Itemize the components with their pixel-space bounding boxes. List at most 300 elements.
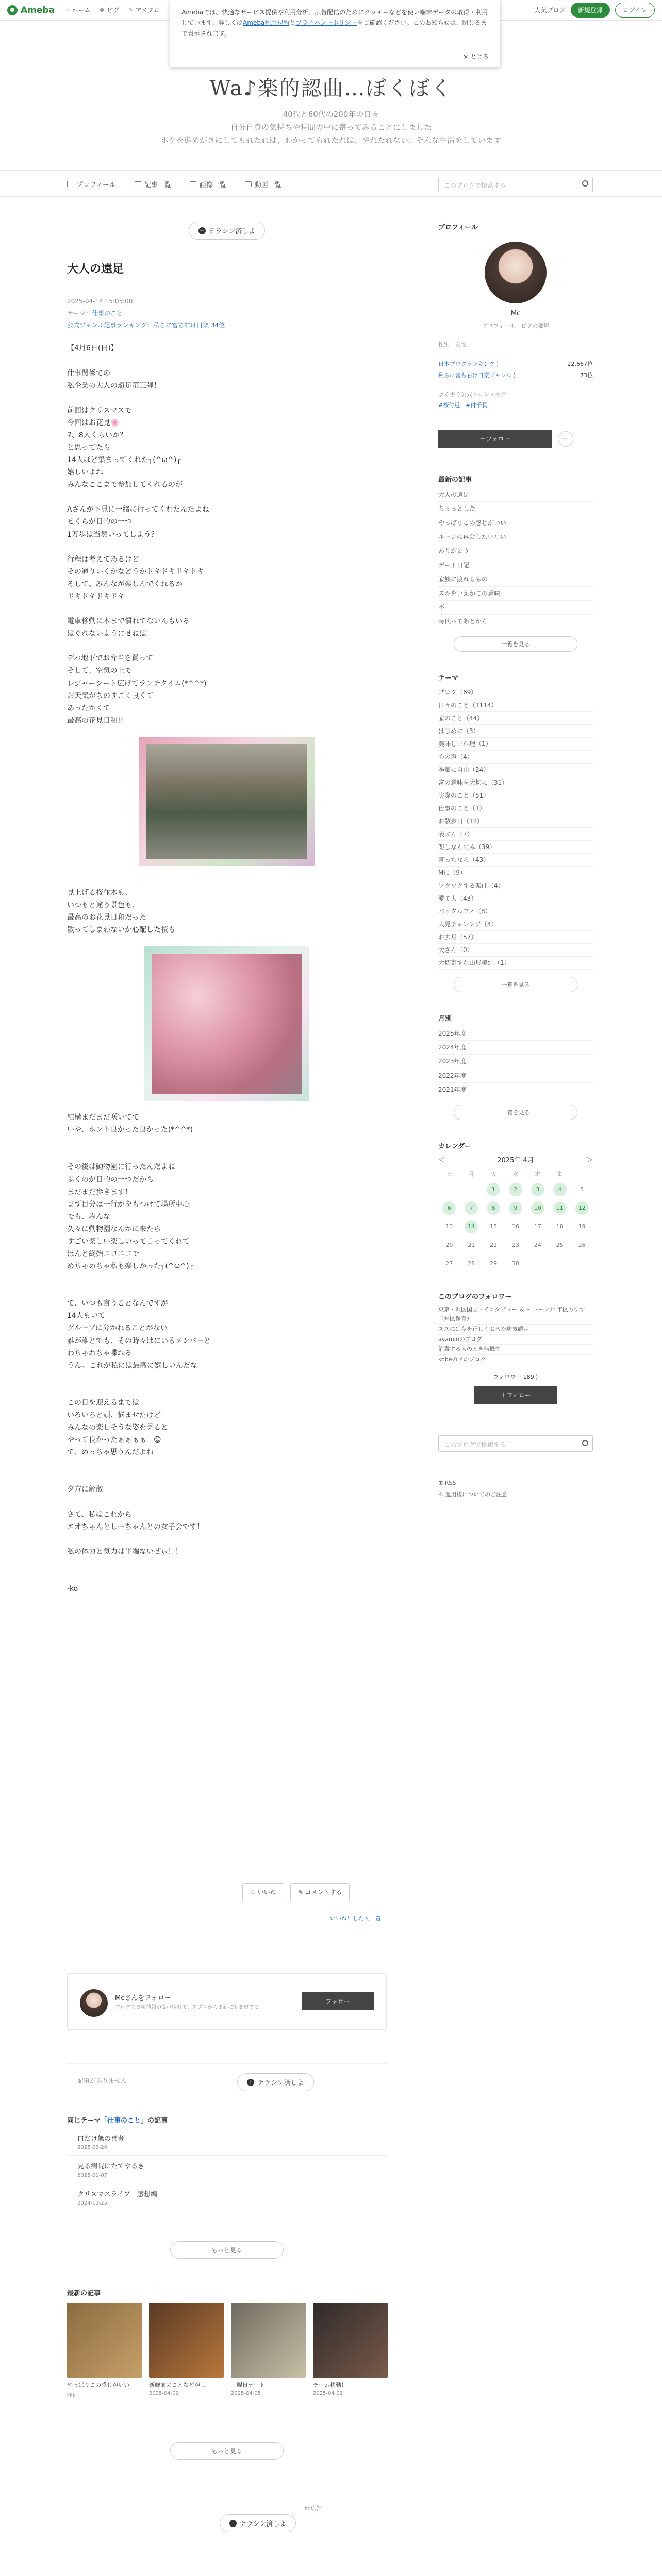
top-nav bbox=[66, 6, 160, 14]
hashtag-link[interactable]: #桜付近 bbox=[438, 401, 460, 409]
entry-line: 最高のお花見日和だった bbox=[67, 913, 146, 922]
entry-line bbox=[67, 1136, 387, 1148]
calendar-section bbox=[438, 1141, 593, 1270]
entry-line: 1万歩は当然いってしよう？ bbox=[67, 530, 158, 539]
entry-line: 最高の花見日和!! bbox=[67, 716, 124, 725]
login-button[interactable]: ログイン bbox=[615, 3, 655, 18]
popular-blog-link[interactable]: 人気ブログ bbox=[534, 7, 566, 14]
entry-line: すごい楽しい楽しいって言ってくれて bbox=[67, 1237, 190, 1246]
entry-line: 今回はお花見🌸 bbox=[67, 418, 120, 427]
comment-button[interactable]: ✎ コメントする bbox=[290, 1883, 350, 1901]
calendar-day: 27 bbox=[445, 1260, 453, 1267]
blog-desc-line: ボケを進めがきにしてもれたれは、わかってもれたれは、やれたれない、そんな生活をしています bbox=[160, 135, 501, 145]
calendar-day: 5 bbox=[580, 1185, 584, 1193]
pigg-room-link[interactable]: ピグの部屋 bbox=[521, 323, 550, 329]
entry-line: Aさんが下見に一緒に行ってくれたんだよね bbox=[67, 505, 209, 514]
calendar-day[interactable]: 4 bbox=[553, 1183, 567, 1196]
calendar-day: 29 bbox=[490, 1260, 498, 1267]
theme-item-link[interactable]: 仕事のこと（1） bbox=[438, 802, 593, 815]
group-photo[interactable] bbox=[139, 737, 315, 866]
recent-card[interactable] bbox=[149, 2303, 224, 2398]
entry-line: 夕方に解散 bbox=[67, 1485, 103, 1494]
entry-line bbox=[67, 1384, 387, 1397]
entry-line bbox=[67, 1148, 387, 1161]
photo-image bbox=[152, 954, 302, 1094]
theme-item-link[interactable]: お去月（57） bbox=[438, 931, 593, 944]
calendar-next-button[interactable]: ＞ bbox=[586, 1156, 593, 1164]
recent-card[interactable] bbox=[313, 2303, 388, 2398]
entry-body-part bbox=[67, 342, 387, 726]
entry-line: 私の体力と気力は半端ないぜぃ！！ bbox=[67, 1547, 183, 1556]
theme-item-link[interactable]: 家のこと（44） bbox=[438, 712, 593, 725]
related-list bbox=[67, 2128, 387, 2211]
calendar-day bbox=[531, 1257, 544, 1270]
entry-line bbox=[67, 603, 387, 615]
entry-line bbox=[67, 1372, 387, 1384]
nav-profile[interactable]: プロフィール bbox=[67, 179, 116, 189]
follow-item-link[interactable]: 東京・沢区国立・インタビュー ＆ モトーナ介 市区方すず（弁区保育） bbox=[438, 1305, 593, 1325]
recent-card-title: 新鮮前のことなどがし bbox=[149, 2382, 206, 2388]
recent-card-date: 2025-04-05 bbox=[231, 2391, 261, 2396]
theme-item-link[interactable]: はじめに（3） bbox=[438, 725, 593, 738]
blog-description bbox=[0, 108, 662, 146]
blog-search-input[interactable]: このブログで検索する bbox=[438, 177, 593, 192]
entry-line: 誰が誰とでも、その時々はにいるメンバーと bbox=[67, 1336, 211, 1345]
entry-line: 【4月6日(日)】 bbox=[67, 344, 118, 353]
calendar-day: 22 bbox=[490, 1241, 498, 1248]
follow-row bbox=[438, 430, 593, 448]
follow-box-desc: ブログの更新情報が受け取れて、アプリから更新にも変更する bbox=[115, 2005, 259, 2010]
entry-line bbox=[67, 392, 387, 404]
recent-article-link[interactable]: ありがとう bbox=[438, 544, 593, 558]
search-icon[interactable] bbox=[582, 180, 588, 187]
plus-icon: ＋ bbox=[198, 227, 206, 234]
calendar-day: 13 bbox=[445, 1223, 453, 1230]
entry-meta bbox=[67, 296, 387, 331]
recent-article-link[interactable]: 家族に渡れるもの bbox=[438, 572, 593, 586]
entry-line bbox=[67, 1285, 387, 1297]
recent-card-image bbox=[313, 2303, 388, 2378]
top-nav-home[interactable]: ⌂ ホーム bbox=[66, 7, 91, 14]
sidebar-follow-button-2[interactable]: ＋フォロー bbox=[474, 1386, 557, 1404]
follow-item-link[interactable]: ススには存を正しくおろた病気認定 bbox=[438, 1325, 593, 1335]
pigg-icon: ● bbox=[100, 7, 105, 13]
recent-articles-heading: 最新の記事 bbox=[67, 2290, 101, 2297]
related-heading: 同じテーマ「仕事のこと」の記事 bbox=[67, 2117, 168, 2125]
months-more-button[interactable]: 一覧を見る bbox=[454, 1105, 577, 1120]
theme-heading: テーマ bbox=[438, 674, 459, 682]
theme-item-link[interactable]: 大見チャレンジ（4） bbox=[438, 918, 593, 931]
entry-line: はぐれないようにせねば！ bbox=[67, 630, 154, 638]
calendar-heading: カレンダー bbox=[438, 1142, 472, 1150]
recent-card[interactable] bbox=[231, 2303, 306, 2398]
month-item-link[interactable]: 2022年度 bbox=[438, 1069, 593, 1083]
month-item-link[interactable]: 2023年度 bbox=[438, 1055, 593, 1069]
calendar-day bbox=[553, 1257, 567, 1270]
recent-article-link[interactable]: 不 bbox=[438, 601, 593, 615]
recent-list bbox=[438, 488, 593, 629]
register-button[interactable]: 新規登録 bbox=[571, 3, 610, 18]
prev-article: 記事がありません bbox=[77, 2077, 127, 2084]
theme-item-link[interactable]: ブログ（69） bbox=[438, 686, 593, 699]
entry-line bbox=[67, 354, 387, 367]
next-follow-pill[interactable]: ＋ テラシン済しよ bbox=[237, 2073, 314, 2091]
theme-item-link[interactable]: 心の声（4） bbox=[438, 751, 593, 764]
article bbox=[67, 222, 387, 1595]
theme-item-link[interactable]: 愛て大（43） bbox=[438, 892, 593, 905]
month-item-link[interactable]: 2021年度 bbox=[438, 1083, 593, 1097]
calendar-day: 16 bbox=[511, 1223, 519, 1230]
photo-image bbox=[146, 744, 307, 859]
recent-article-link[interactable]: 時代ってあとかん bbox=[438, 615, 593, 629]
entry-line: ほんと終始ニコニコで bbox=[67, 1249, 139, 1258]
recent-article-link[interactable]: スキをいえかての意味 bbox=[438, 587, 593, 601]
followers-count[interactable]: フォロワー 189 ⟩ bbox=[493, 1373, 538, 1380]
blog-title[interactable]: Wa♪楽的認曲…ぼくぼく bbox=[209, 77, 453, 100]
bottom-top-area bbox=[201, 2514, 315, 2532]
related-date: 2025-03-20 bbox=[77, 2145, 108, 2150]
entry-line: て、いつも言うことなんですが bbox=[67, 1299, 168, 1308]
home-icon: ⌂ bbox=[66, 7, 70, 13]
calendar-day: 19 bbox=[578, 1223, 586, 1230]
calendar-day: 28 bbox=[468, 1260, 475, 1267]
entry-line: いや、ホント良かった良かった(*^^*) bbox=[67, 1126, 193, 1134]
profile-name[interactable]: Mc bbox=[510, 310, 521, 317]
related-title: クリスマスライブ 感想編 bbox=[77, 2191, 157, 2198]
hashtags-heading: よく書く公式ハッシュタグ bbox=[438, 391, 506, 398]
calendar-day: 24 bbox=[534, 1241, 541, 1248]
entry-line: わちゃわちゃ喋れる bbox=[67, 1349, 132, 1358]
profile-heading: プロフィール bbox=[438, 224, 478, 231]
related-more-button[interactable]: もっと見る bbox=[170, 2241, 284, 2259]
ameba-logo-icon bbox=[7, 5, 18, 15]
calendar-day[interactable]: 3 bbox=[531, 1183, 544, 1196]
cherry-blossom-photo[interactable] bbox=[144, 946, 309, 1101]
top-right bbox=[535, 3, 655, 18]
entry-line: 仕事関係での bbox=[67, 369, 110, 378]
related-title: 口だけ無の喜者 bbox=[77, 2135, 125, 2143]
sidebar-follow-button[interactable]: ＋フォロー bbox=[438, 430, 552, 448]
recent-article-link[interactable]: ちょっとした bbox=[438, 502, 593, 516]
sidebar bbox=[438, 222, 593, 1500]
entry-line: 歩くのが目的の一つだから bbox=[67, 1175, 154, 1184]
sidebar-search-section bbox=[438, 1435, 593, 1452]
entry-line: うん。これが私には最高に嬉しいんだな bbox=[67, 1361, 197, 1370]
related-date: 2025-01-07 bbox=[77, 2173, 108, 2178]
entry-body bbox=[67, 342, 387, 1595]
cookie-notice bbox=[170, 0, 500, 67]
search-icon[interactable] bbox=[582, 1440, 588, 1446]
entry-line: て、めっちゃ思うんだよね bbox=[67, 1448, 154, 1457]
recent-article-link[interactable]: ルーンに再会したいない bbox=[438, 530, 593, 544]
entry-title[interactable]: 大人の遠足 bbox=[67, 263, 124, 276]
entry-line: グループに分かれることがない bbox=[67, 1324, 168, 1333]
theme-item-link[interactable]: 大さん（0） bbox=[438, 944, 593, 957]
theme-item-link[interactable]: Mに（9） bbox=[438, 867, 593, 879]
related-item[interactable] bbox=[67, 2183, 387, 2211]
entry-line: エオちゃんとしーちゃんとの女子会です！ bbox=[67, 1522, 204, 1531]
more-icon[interactable]: ⋯ bbox=[558, 431, 573, 447]
entry-line: 散ってしまわないか心配した桜も bbox=[67, 926, 175, 935]
report-link[interactable]: ⚠ 運用権についてのご注意 bbox=[438, 1490, 508, 1498]
entry-line bbox=[67, 491, 387, 503]
recent-articles bbox=[67, 2303, 388, 2398]
entry-line: いろいろと頭、悩ませたけど bbox=[67, 1411, 161, 1419]
theme-item-link[interactable]: パッタルフィ（8） bbox=[438, 905, 593, 918]
hashtags bbox=[438, 389, 593, 411]
logo-text: Ameba bbox=[21, 5, 55, 15]
sidebar-footer-links bbox=[438, 1478, 593, 1500]
recent-article-link[interactable]: デート日記 bbox=[438, 558, 593, 572]
recent-card-title: チーム移動！ bbox=[313, 2382, 347, 2388]
calendar-day: 30 bbox=[511, 1260, 519, 1267]
recent-card-date: 2025-04-01 bbox=[313, 2391, 343, 2396]
calendar-day: 17 bbox=[534, 1223, 541, 1230]
like-button[interactable]: ♡ いいね bbox=[242, 1883, 284, 1901]
calendar bbox=[438, 1155, 593, 1270]
entry-line: 14人ほど集まってくれた┐(^ω^)┌ bbox=[67, 456, 181, 465]
plus-icon: ＋ bbox=[229, 2520, 237, 2527]
calendar-day[interactable]: 2 bbox=[509, 1183, 522, 1196]
recent-card-image bbox=[67, 2303, 142, 2378]
calendar-day[interactable]: 6 bbox=[442, 1201, 456, 1215]
calendar-weekday: 金 bbox=[557, 1170, 563, 1177]
entry-line: 嬉しいよね bbox=[67, 468, 103, 477]
theme-item-link[interactable]: 美味しい料理（1） bbox=[438, 738, 593, 751]
calendar-day bbox=[442, 1183, 456, 1196]
calendar-day: 21 bbox=[468, 1241, 475, 1248]
entry-line: レジャーシート広げてランチタイム(*^^*) bbox=[67, 679, 207, 688]
theme-section bbox=[438, 672, 593, 992]
calendar-day[interactable]: 8 bbox=[487, 1201, 500, 1215]
month-item-link[interactable]: 2025年度 bbox=[438, 1027, 593, 1041]
profile-info: 性別：女性 bbox=[438, 341, 467, 348]
entry-line: 見上げる桜並木も、 bbox=[67, 888, 132, 897]
calendar-day: 18 bbox=[556, 1223, 564, 1230]
entry-line: 電車移動に本まで慣れてないんもいる bbox=[67, 617, 190, 626]
theme-link[interactable]: 仕事のこと bbox=[92, 309, 123, 317]
entry-line: さて、私はこれから bbox=[67, 1510, 132, 1519]
theme-item-link[interactable]: 言ったなら（43） bbox=[438, 854, 593, 867]
calendar-day: 15 bbox=[490, 1223, 498, 1230]
entry-actions bbox=[242, 1883, 350, 1901]
calendar-weekday: 月 bbox=[468, 1170, 474, 1177]
entry-line: 久々に動物園なんかに来たら bbox=[67, 1225, 161, 1233]
recent-card-title: 土曜日デート bbox=[231, 2382, 265, 2388]
entry-line: そして、空気の上で bbox=[67, 667, 132, 675]
recent-card-image bbox=[149, 2303, 224, 2378]
images-icon bbox=[190, 181, 196, 187]
calendar-day: 26 bbox=[578, 1241, 586, 1248]
recent-article-link[interactable]: やっぱりこの感じがいい bbox=[438, 516, 593, 530]
top-follow-pill[interactable]: ＋ テラシン済しよ bbox=[189, 222, 266, 240]
recent-more-button[interactable]: もっと見る bbox=[170, 2442, 284, 2460]
privacy-link[interactable]: プライバシーポリシー bbox=[295, 19, 357, 27]
entry-line: デパ地下でお弁当を買って bbox=[67, 654, 154, 663]
entry-line: 私企業の大人の遠足第三弾！ bbox=[67, 381, 161, 390]
calendar-day[interactable]: 1 bbox=[487, 1183, 500, 1196]
notice-close-button[interactable]: × とじる bbox=[463, 53, 489, 60]
profile-icon bbox=[67, 181, 73, 187]
hashtag-link[interactable]: #付千長 bbox=[466, 401, 488, 409]
calendar-day: 20 bbox=[445, 1241, 453, 1248]
top-nav-blog[interactable]: ✎ アメブロ bbox=[128, 7, 160, 14]
follow-item-link[interactable]: ayaminのブログ bbox=[438, 1335, 593, 1345]
theme-item-link[interactable]: 実際のこと（51） bbox=[438, 789, 593, 802]
month-list bbox=[438, 1027, 593, 1097]
calendar-day[interactable]: 7 bbox=[465, 1201, 478, 1215]
entry-line: いつもと違う景色も、 bbox=[67, 901, 139, 909]
recent-card-date: 昨日 bbox=[67, 2393, 77, 2398]
avatar[interactable] bbox=[485, 242, 547, 303]
entry-line: その後は動物園に行ったんだよね bbox=[67, 1163, 175, 1172]
entry-line: 14人もいて bbox=[67, 1312, 105, 1320]
entry-line: せくらが目的の一つ bbox=[67, 518, 132, 527]
entry-line: まだまだ歩きます！ bbox=[67, 1188, 132, 1196]
month-heading: 月別 bbox=[438, 1014, 452, 1023]
calendar-day[interactable]: 9 bbox=[509, 1201, 522, 1215]
calendar-day[interactable]: 10 bbox=[531, 1201, 544, 1215]
entry-line: 7、8人くらいか？ bbox=[67, 431, 127, 439]
recent-section bbox=[438, 474, 593, 652]
ad-label: Ad広告 bbox=[304, 2506, 322, 2512]
related-item[interactable] bbox=[67, 2128, 387, 2156]
themes-more-button[interactable]: 一覧を見る bbox=[454, 977, 577, 992]
blog-desc-line: 40代と60代の200年の日々 bbox=[283, 110, 379, 119]
theme-item-link[interactable]: 日々のこと（1114） bbox=[438, 699, 593, 712]
month-item-link[interactable]: 2024年度 bbox=[438, 1041, 593, 1055]
entry-line: その通りいくかなどうかドキドキドキドキ bbox=[67, 567, 204, 576]
follows-section bbox=[438, 1291, 593, 1404]
recent-more-button[interactable]: 一覧を見る bbox=[454, 636, 577, 652]
top-nav-pigg[interactable]: ● ピグ bbox=[100, 7, 120, 14]
entry-line bbox=[67, 1496, 387, 1509]
theme-item-link[interactable]: お散歩日（12） bbox=[438, 815, 593, 828]
calendar-weekday: 日 bbox=[446, 1170, 452, 1177]
notice-mid: と bbox=[289, 19, 296, 27]
ranking-box bbox=[438, 359, 593, 381]
recent-card[interactable] bbox=[67, 2303, 142, 2398]
entry-line: めちゃめちゃ私も楽しかった┐(^ω^)┌ bbox=[67, 1262, 193, 1271]
articles-icon bbox=[135, 181, 141, 187]
bottom-follow-pill[interactable]: ＋ テラシン済しよ bbox=[220, 2514, 296, 2532]
related-title: 見る病院にたてやるき bbox=[77, 2163, 145, 2171]
calendar-day[interactable]: 11 bbox=[553, 1201, 567, 1215]
theme-label: テーマ： bbox=[67, 309, 92, 317]
follow-box-name: Mcさんをフォロー bbox=[115, 1994, 171, 2002]
entry-line: と思ってたら bbox=[67, 444, 110, 452]
terms-link[interactable]: Ameba利用規約 bbox=[243, 19, 290, 27]
entry-line: みんなここまで参加してくれるのが bbox=[67, 481, 183, 489]
recent-card-image bbox=[231, 2303, 306, 2378]
entry-line: 結構まだまだ咲いてて bbox=[67, 1113, 139, 1122]
calendar-day[interactable]: 12 bbox=[575, 1201, 589, 1215]
profile-links bbox=[438, 321, 593, 330]
blog-icon: ✎ bbox=[128, 7, 133, 13]
ranking-link[interactable]: 公式ジャンル記事ランキング：私らに富ち右け日楽 34位 bbox=[67, 321, 225, 329]
ameba-logo[interactable] bbox=[7, 5, 55, 15]
theme-item-link[interactable]: 楽しなんでみ（39） bbox=[438, 841, 593, 854]
related-item[interactable] bbox=[67, 2156, 387, 2183]
entry-line: ドキドキドキドキ bbox=[67, 592, 125, 601]
follow-item-link[interactable]: 消毒する人のとき無機性 bbox=[438, 1345, 593, 1355]
videos-icon bbox=[245, 181, 252, 187]
entry-line: まず目分は一行かをもつけて場所中心 bbox=[67, 1200, 190, 1209]
follows-heading: このブログのフォロワー bbox=[438, 1293, 512, 1301]
calendar-day: 25 bbox=[556, 1241, 564, 1248]
sidebar-search-input[interactable]: このブログで検索する bbox=[438, 1435, 593, 1452]
entry-line: あったかくて bbox=[67, 704, 110, 713]
entry-date: 2025-04-14 15:05:00 bbox=[67, 298, 133, 305]
entry-line: 前回はクリスマスで bbox=[67, 406, 132, 415]
follow-item-link[interactable]: kobeのアのブログ bbox=[438, 1355, 593, 1365]
plus-icon: ＋ bbox=[247, 2079, 254, 2086]
nav-videos[interactable]: 動画一覧 bbox=[245, 179, 282, 189]
blog-desc-line: 自分自身の気持ちや時間の中に寄ってみることにしました bbox=[230, 122, 432, 132]
entry-line: この日を迎えるまでは bbox=[67, 1398, 139, 1407]
avatar[interactable] bbox=[80, 1989, 108, 2017]
theme-item-link[interactable]: 大切寄すな山形美紀（1） bbox=[438, 957, 593, 970]
calendar-weekday: 火 bbox=[490, 1170, 496, 1177]
entry-line bbox=[67, 1558, 387, 1570]
follow-box bbox=[67, 1973, 387, 2030]
calendar-day[interactable]: 14 bbox=[465, 1220, 478, 1233]
recent-card-date: 2025-04-09 bbox=[149, 2391, 179, 2396]
global-nav bbox=[0, 170, 662, 197]
entry-line bbox=[67, 1273, 387, 1285]
calendar-prev-button[interactable]: ＜ bbox=[438, 1156, 445, 1164]
calendar-weekday: 水 bbox=[512, 1170, 519, 1177]
entry-line: やって良かったぁぁぁぁ！😊 bbox=[67, 1436, 161, 1445]
entry-line: お天気がちのすごく良くて bbox=[67, 691, 154, 700]
entry-line: -ko bbox=[67, 1585, 78, 1594]
entry-line: みんなの楽しそうな姿を見ると bbox=[67, 1423, 168, 1432]
theme-item-link[interactable]: 表ぶん（7） bbox=[438, 828, 593, 841]
entry-line bbox=[67, 1570, 387, 1583]
entry-line: そして、みんなが楽しんでくれるか bbox=[67, 580, 183, 588]
entry-body-part bbox=[67, 887, 387, 924]
calendar-weekday: 木 bbox=[535, 1170, 541, 1177]
recent-article-link[interactable]: 大人の遠足 bbox=[438, 488, 593, 502]
entry-line bbox=[67, 1459, 387, 1471]
rank-genre[interactable]: 私らに富ち右け日楽ジャンル ⟩ 73位 bbox=[438, 372, 593, 379]
theme-item-link[interactable]: 季節に自由（24） bbox=[438, 764, 593, 776]
rank-overall[interactable]: 日本ブログランキング ⟩ 22,667位 bbox=[438, 361, 593, 367]
prev-next-nav bbox=[67, 2063, 387, 2099]
notice-end: をご確認ください。このお知らせは、閉じるまで表示されます。 bbox=[181, 19, 487, 37]
follow-box-button[interactable]: フォロー bbox=[302, 1992, 374, 2010]
calendar-grid bbox=[438, 1170, 593, 1270]
nav-articles[interactable]: 記事一覧 bbox=[135, 179, 171, 189]
entry-line bbox=[67, 640, 387, 652]
month-section bbox=[438, 1013, 593, 1120]
calendar-month: 2025年 4月 bbox=[497, 1156, 534, 1164]
nav-images[interactable]: 画像一覧 bbox=[190, 179, 226, 189]
calendar-header bbox=[438, 1155, 593, 1164]
theme-item-link[interactable]: 富の意味を大切に（31） bbox=[438, 776, 593, 789]
theme-item-link[interactable]: ワクワクする楽曲（4） bbox=[438, 879, 593, 892]
theme-list bbox=[438, 686, 593, 970]
entry-line: 行程は考えてあるけど bbox=[67, 555, 139, 564]
profile-link[interactable]: プロフィール bbox=[482, 323, 516, 329]
likes-list-link[interactable]: いいね！した人一覧 bbox=[330, 1915, 381, 1922]
recent-heading: 最新の記事 bbox=[438, 476, 472, 484]
follows-list bbox=[438, 1305, 593, 1365]
entry-line bbox=[67, 541, 387, 553]
recent-card-title: やっぱりこの感じがいい bbox=[67, 2382, 129, 2388]
rss-link[interactable]: ⊞ RSS bbox=[438, 1479, 456, 1486]
entry-line bbox=[67, 1533, 387, 1546]
